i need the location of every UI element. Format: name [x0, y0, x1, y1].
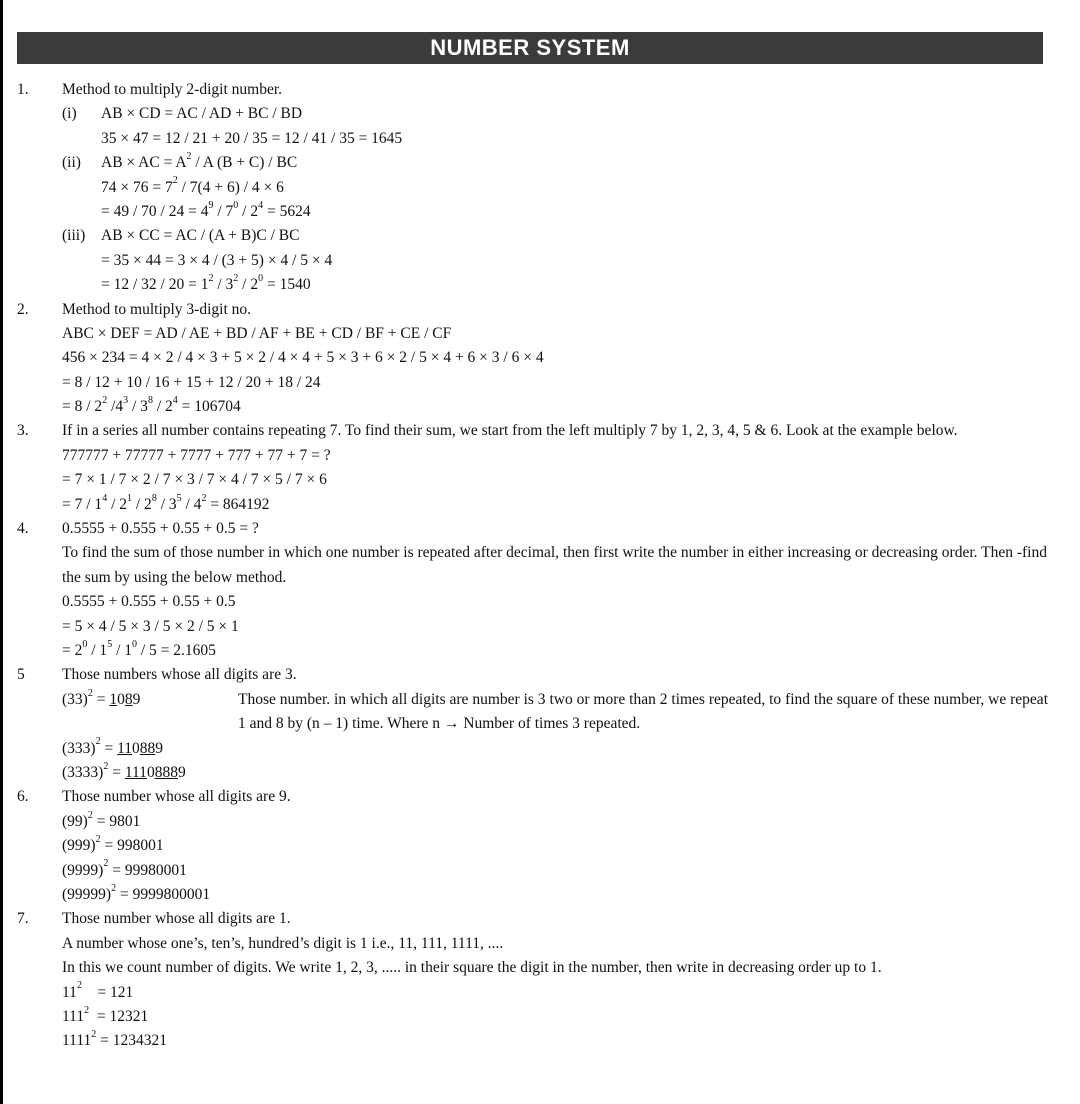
- section-1-heading: 1. Method to multiply 2-digit number.: [17, 81, 283, 98]
- section-1-example-i: 35 × 47 = 12 / 21 + 20 / 35 = 12 / 41 / 35 = 1645: [101, 129, 403, 147]
- section-7-line-1: A number whose one’s, ten’s, hundred’s digit is 1 i.e., 11, 111, 1111, ....: [62, 934, 504, 952]
- section-4-example-1: 0.5555 + 0.555 + 0.55 + 0.5: [62, 593, 236, 611]
- section-5-note: Those number. in which all digits are number is 3 two or more than 2 times repeated, to find the square of these number, we repeat 1 and 8 by (n – 1) time. Where n → Number of times 3 repeated.: [238, 690, 1048, 733]
- section-6-row-2: $(999)^2 = 998001$: [62, 834, 164, 855]
- section-2-example-2: = 8 / 12 + 10 / 16 + 15 + 12 / 20 + 18 / 24: [62, 373, 321, 391]
- section-4-example-2: = 5 × 4 / 5 × 3 / 5 × 2 / 5 × 1: [62, 617, 239, 635]
- section-6-row-3: $(9999)^2 = 99980001$: [62, 858, 187, 879]
- section-7-row-1: $11^2$ = 121: [62, 980, 134, 1001]
- section-5-heading: 5 Those numbers whose all digits are 3.: [17, 666, 297, 684]
- section-6-heading: 6. Those number whose all digits are 9.: [17, 788, 291, 806]
- section-2-heading: 2. Method to multiply 3-digit no.: [17, 300, 252, 318]
- section-1-example-iii-2: = $12 / 32 / 20 = 1^2 / 3^2 / 2^0 = 1540$: [101, 272, 311, 294]
- section-7-row-3: $1111^2 = 1234321$: [62, 1029, 168, 1050]
- section-7-heading: 7. Those number whose all digits are 1.: [17, 910, 291, 928]
- section-2-example-3: = $8 / 2^2$ $/4^3 / 3^8 / 2^4 = 106704$: [62, 394, 241, 416]
- section-7-line-2: In this we count number of digits. We write 1, 2, 3, ..... in their square the digit in the number, then write in decreasing order up to 1.: [62, 959, 882, 977]
- document-body: [0, 78, 1060, 1054]
- section-7-row-2: $111^2 = 12321$: [62, 1004, 149, 1025]
- section-6-row-1: $(99)^2 = 9801$: [62, 809, 141, 830]
- section-6-row-4: $(99999)^2 = 9999800001$: [62, 882, 211, 903]
- section-4-text: To find the sum of those number in which one number is repeated after decimal, then first write the number in either increasing or decreasing order. Then -find the sum by using the below method.: [62, 544, 1047, 586]
- section-1-example-ii-2: = $49 / 70 / 24 = 4^9 / 7^0 / 2^4 = 5624$: [101, 199, 311, 220]
- section-5-example-2: $(333)^2 = 110889$: [62, 736, 164, 757]
- section-3-example-1: 777777 + 77777 + 7777 + 777 + 77 + 7 = ?: [62, 446, 331, 464]
- page-title: NUMBER SYSTEM: [17, 32, 1043, 64]
- section-1-rule-ii: (ii) AB × AC = $A^2$ / A (B + C) / BC: [62, 151, 298, 172]
- section-5-example-1: $(33)^2 = 1089$ Those number. in which all digits are number is 3 two or more than 2 times repeated, to find the square of these number, we repeat 1 and 8 by (n – 1) time. Where n → Number of times 3 repeated.: [0, 688, 1060, 737]
- section-3-example-3: = $7 / 1^4 / 2^1 / 2^8 / 3^5 / 4^2 = 864192$: [62, 492, 270, 513]
- section-3-text: 3. If in a series all number contains repeating 7. To find their sum, we start from the left multiply 7 by 1, 2, 3, 4, 5 & 6. Look at the example below.: [17, 422, 958, 440]
- section-1-rule-iii: (iii) AB × CC = AC / (A + B)C / BC: [62, 227, 300, 245]
- section-2-rule: ABC × DEF = AD / AE + BD / AF + BE + CD / BF + CE / CF: [62, 324, 452, 342]
- section-2-example-1: 456 × 234 = 4 × 2 / 4 × 3 + 5 × 2 / 4 × 4 + 5 × 3 + 6 × 2 / 5 × 4 + 6 × 3 / 6 × 4: [62, 349, 544, 367]
- section-4-question: 4. 0.5555 + 0.555 + 0.55 + 0.5 = ?: [17, 520, 259, 538]
- section-1-example-ii-1: $74 \times 76 = 7^2 / 7(4 + 6) / 4 \times 6$: [101, 175, 284, 196]
- section-4-example-3: = $2^0 / 1^5 / 1^0 / 5 = 2.1605$: [62, 638, 216, 660]
- section-1-example-iii-1: = 35 × 44 = 3 × 4 / (3 + 5) × 4 / 5 × 4: [101, 251, 333, 269]
- section-3-example-2: = 7 × 1 / 7 × 2 / 7 × 3 / 7 × 4 / 7 × 5 / 7 × 6: [62, 471, 327, 489]
- section-1-rule-i: (i) AB × CD = AC / AD + BC / BD: [62, 105, 303, 123]
- section-5-example-3: $(3333)^2 = 11108889$: [62, 760, 186, 781]
